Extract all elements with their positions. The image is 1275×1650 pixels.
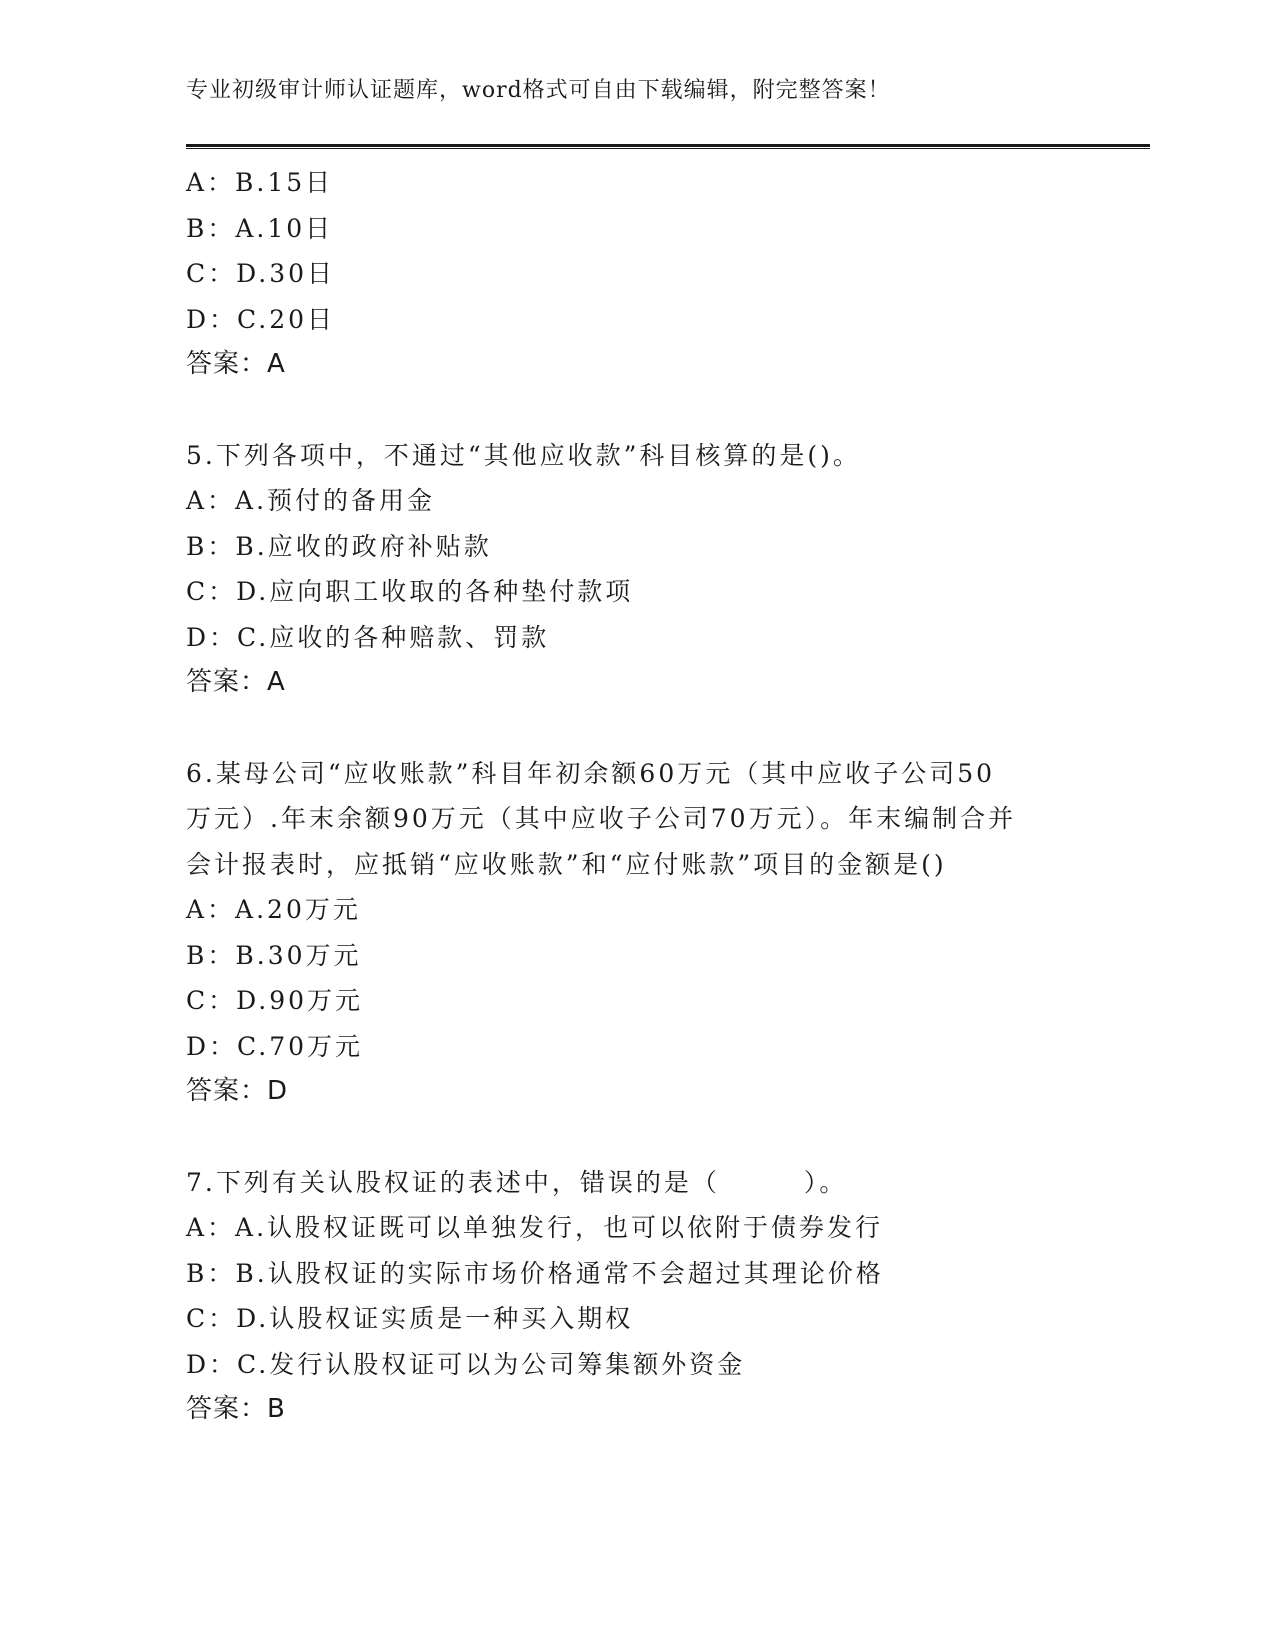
document-body [186,160,1086,1433]
answer-line: 答案：A [186,667,286,697]
option-c: C：D.90万元 [186,986,364,1015]
option-d: D：C.20日 [186,304,336,334]
option-b: B：A.10日 [186,213,334,243]
question-block-5 [186,433,1086,706]
question-stem-line-3: 会计报表时，应抵销“应收账款”和“应付账款”项目的金额是() [186,849,947,879]
question-stem: 7.下列有关认股权证的表述中，错误的是（ ）。 [186,1167,848,1197]
page-header: 专业初级审计师认证题库，word格式可自由下载编辑，附完整答案！ [186,78,891,103]
question-stem-line-2: 万元）.年末余额90万元（其中应收子公司70万元）。年末编制合并 [186,804,1017,833]
question-stem-line-1: 6.某母公司“应收账款”科目年初余额60万元（其中应收子公司50 [186,758,996,788]
answer-line: 答案：A [186,349,286,379]
option-c: C：D.30日 [186,259,336,288]
spacer [186,1115,1086,1160]
spacer [186,388,1086,433]
option-d: D：C.应收的各种赔款、罚款 [186,622,550,652]
spacer [186,706,1086,751]
question-block-7 [186,1160,1086,1433]
option-d: D：C.70万元 [186,1031,364,1061]
question-block-4 [186,160,1086,388]
option-c: C：D.认股权证实质是一种买入期权 [186,1304,634,1333]
question-stem: 5.下列各项中，不通过“其他应收款”科目核算的是()。 [186,440,861,470]
question-block-6 [186,751,1086,1115]
option-a: A：A.预付的备用金 [186,486,436,515]
option-a: A：B.15日 [186,168,334,197]
answer-line: 答案：B [186,1394,286,1424]
header-divider [186,144,1150,149]
option-c: C：D.应向职工收取的各种垫付款项 [186,577,634,606]
option-a: A：A.20万元 [186,895,361,924]
option-b: B：B.认股权证的实际市场价格通常不会超过其理论价格 [186,1258,884,1288]
option-d: D：C.发行认股权证可以为公司筹集额外资金 [186,1349,746,1379]
option-b: B：B.应收的政府补贴款 [186,531,492,561]
option-b: B：B.30万元 [186,940,362,970]
answer-line: 答案：D [186,1076,289,1106]
option-a: A：A.认股权证既可以单独发行，也可以依附于债券发行 [186,1213,884,1242]
